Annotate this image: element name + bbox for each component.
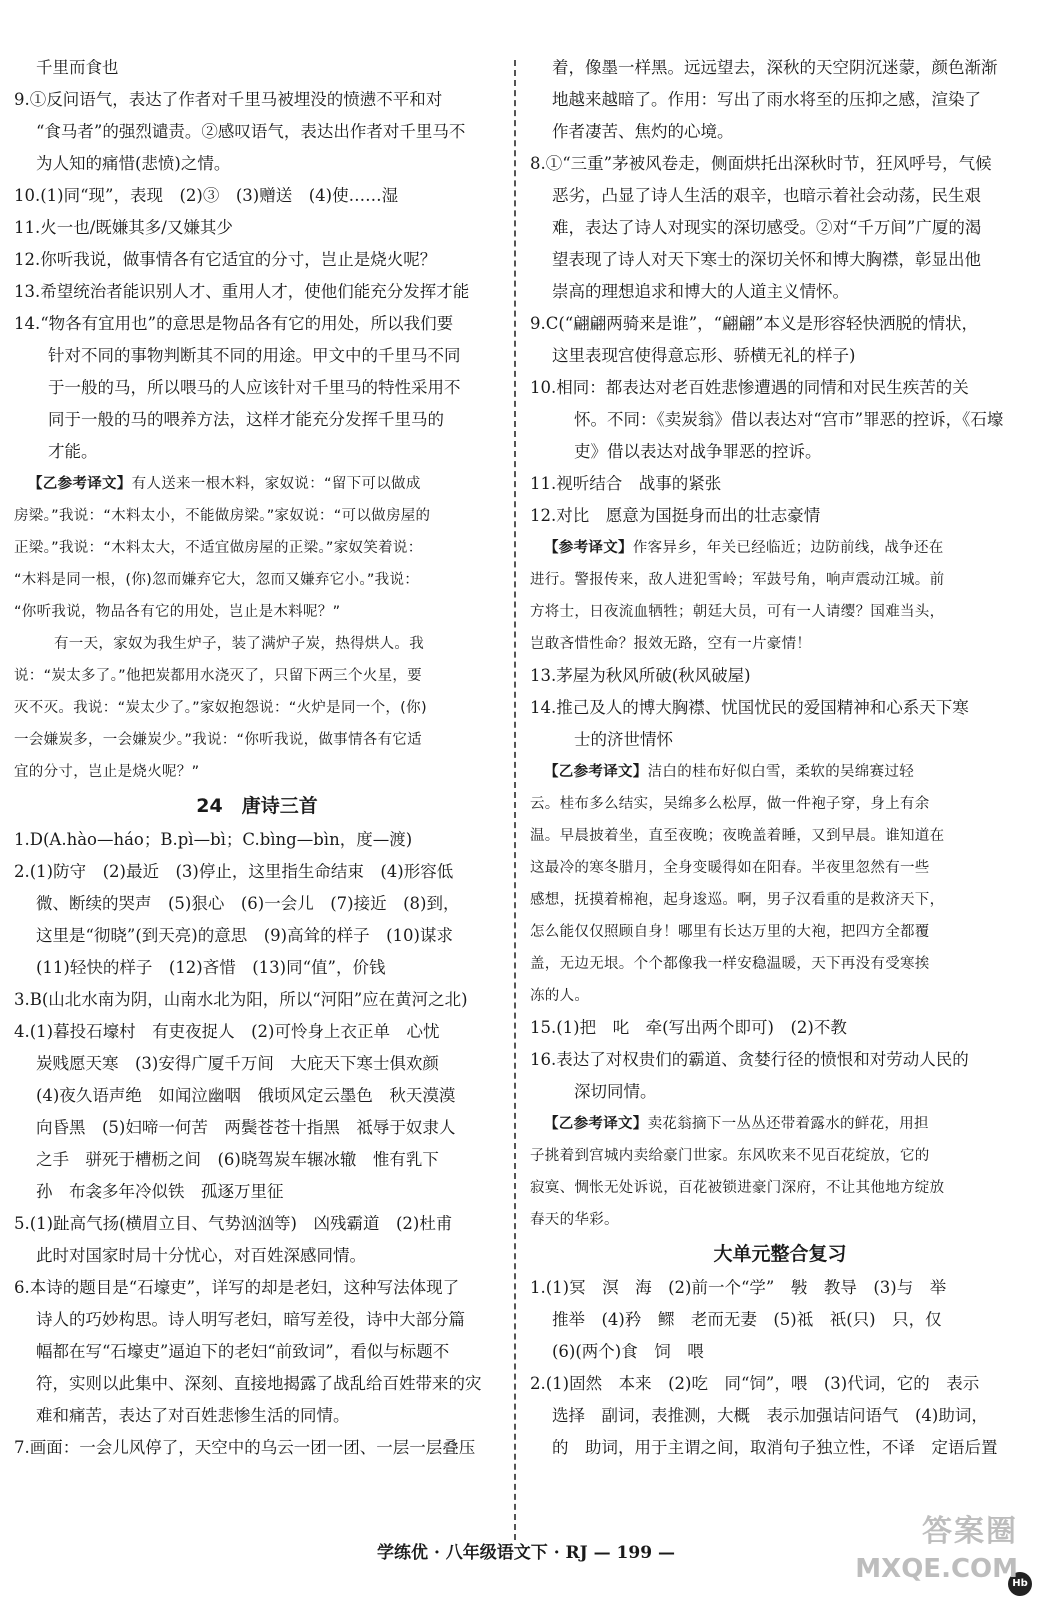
translation-tag: 【参考译文】 <box>544 540 633 556</box>
text-line: 的 助词，用于主谓之间，取消句子独立性，不译 定语后置 <box>552 1438 998 1457</box>
text-line: (6)(两个)食 饲 喂 <box>552 1342 704 1361</box>
text-line: 11.视听结合 战事的紧张 <box>530 474 722 493</box>
text-line: 望表现了诗人对天下寒士的深切关怀和博大胸襟，彰显出他 <box>552 250 981 269</box>
translation-text: 洁白的桂布好似白雪，柔软的吴绵赛过轻 <box>647 764 915 780</box>
text-line: 难和痛苦，表达了对百姓悲惨生活的同情。 <box>36 1406 350 1425</box>
text-line: 微、断续的哭声 (5)狠心 (6)一会儿 (7)接近 (8)到， <box>36 894 460 913</box>
text-line: 10.相同：都表达对老百姓悲惨遭遇的同情和对民生疾苦的关 <box>530 378 969 397</box>
text-line: 进行。警报传来，敌人进犯雪岭；军鼓号角，响声震动江城。前 <box>530 572 945 588</box>
text-line: 12.你听我说，做事情各有它适宜的分寸，岂止是烧火呢？ <box>14 250 437 269</box>
text-line: 2.(1)防守 (2)最近 (3)停止，这里指生命结束 (4)形容低 <box>14 862 454 881</box>
text-line: 盖，无边无垠。个个都像我一样安稳温暖，天下再没有受寒挨 <box>530 956 930 972</box>
text-line: 岂敢吝惜性命？报效无路，空有一片豪情！ <box>530 636 812 652</box>
text-line: 子挑着到宫城内卖给豪门世家。东风吹来不见百花绽放，它的 <box>530 1148 930 1164</box>
left-column <box>14 52 500 1464</box>
text-line: 方将士，日夜流血牺牲；朝廷大员，可有一人请缨？国难当头， <box>530 604 945 620</box>
text-line: 炭贱愿天寒 (3)安得广厦千万间 大庇天下寒士俱欢颜 <box>36 1054 439 1073</box>
text-line: 孙 布衾多年冷似铁 孤逐万里征 <box>36 1182 284 1201</box>
text-line: 推举 (4)矜 鳏 老而无妻 (5)祗 祇(只) 只，仅 <box>552 1310 942 1329</box>
text-line: 10.(1)同“现”，表现 (2)③ (3)赠送 (4)使……湿 <box>14 186 399 205</box>
text-line: 才能。 <box>48 442 98 461</box>
text-line: 8.①“三重”茅被风卷走，侧面烘托出深秋时节，狂风呼号，气候 <box>530 154 992 173</box>
text-line: 6.本诗的题目是“石壕吏”，详写的却是老妇，这种写法体现了 <box>14 1278 460 1297</box>
text-line: 于一般的马，所以喂马的人应该针对千里马的特性采用不 <box>48 378 461 397</box>
translation-text: 作客异乡，年关已经临近；边防前线，战争还在 <box>632 540 944 556</box>
column-divider <box>514 60 516 1540</box>
text-line: “你听我说，物品各有它的用处，岂止是木料呢？” <box>14 604 341 620</box>
text-line: 9.①反问语气，表达了作者对千里马被埋没的愤懑不平和对 <box>14 90 443 109</box>
text-line: 2.(1)固然 本来 (2)吃 同“饲”，喂 (3)代词，它的 表示 <box>530 1374 980 1393</box>
text-line: 符，实则以此集中、深刻、直接地揭露了战乱给百姓带来的灾 <box>36 1374 482 1393</box>
text-line: 同于一般的马的喂养方法，这样才能充分发挥千里马的 <box>48 410 444 429</box>
text-line: 1.(1)冥 溟 海 (2)前一个“学” 斅 教导 (3)与 举 <box>530 1278 947 1297</box>
text-line: “食马者”的强烈谴责。②感叹语气，表达出作者对千里马不 <box>36 122 466 141</box>
translation-tag: 【乙参考译文】 <box>28 476 132 492</box>
text-line: 7.画面：一会儿风停了，天空中的乌云一团一团、一层一层叠压 <box>14 1438 476 1457</box>
text-line: 地越来越暗了。作用：写出了雨水将至的压抑之感，渲染了 <box>552 90 981 109</box>
section-heading: 大单元整合复习 <box>713 1243 847 1265</box>
translation-tag: 【乙参考译文】 <box>544 1116 648 1132</box>
text-line: 这最冷的寒冬腊月，全身变暖得如在阳春。半夜里忽然有一些 <box>530 860 930 876</box>
text-line: 12.对比 愿意为国挺身而出的壮志豪情 <box>530 506 821 525</box>
text-line: 春天的华彩。 <box>530 1212 619 1228</box>
translation-text: 有人送来一根木料，家奴说：“留下可以做成 <box>131 476 421 492</box>
watermark-line2: MXQE.COM <box>855 1554 1018 1584</box>
text-line: 说：“炭太多了。”他把炭都用水浇灭了，只留下两三个火星，要 <box>14 668 422 684</box>
text-line <box>14 468 500 500</box>
text-line: (11)轻快的样子 (12)吝惜 (13)同“值”，价钱 <box>36 958 386 977</box>
text-line: 5.(1)趾高气扬(横眉立目、气势汹汹等) 凶残霸道 (2)杜甫 <box>14 1214 453 1233</box>
text-line: 13.茅屋为秋风所破(秋风破屋) <box>530 666 751 685</box>
text-line: 16.表达了对权贵们的霸道、贪婪行径的愤恨和对劳动人民的 <box>530 1050 969 1069</box>
text-line: 千里而食也 <box>36 58 119 77</box>
section-heading: 24 唐诗三首 <box>196 795 318 817</box>
translation-text: 卖花翁摘下一丛丛还带着露水的鲜花，用担 <box>647 1116 929 1132</box>
translation-tag: 【乙参考译文】 <box>544 764 648 780</box>
text-line: 14.“物各有宜用也”的意思是物品各有它的用处，所以我们要 <box>14 314 454 333</box>
text-line: 选择 副词，表推测，大概 表示加强诘问语气 (4)助词， <box>552 1406 988 1425</box>
text-line: (4)夜久语声绝 如闻泣幽咽 俄顷风定云墨色 秋天漠漠 <box>36 1086 456 1105</box>
text-line: 这里表现宫使得意忘形、骄横无礼的样子) <box>552 346 856 365</box>
text-line: 诗人的巧妙构思。诗人明写老妇，暗写差役，诗中大部分篇 <box>36 1310 465 1329</box>
text-line: 寂寞、惆怅无处诉说，百花被锁进豪门深府，不让其他地方绽放 <box>530 1180 945 1196</box>
text-line: 温。早晨披着坐，直至夜晚；夜晚盖着睡，又到早晨。谁知道在 <box>530 828 945 844</box>
text-line: 士的济世情怀 <box>574 730 673 749</box>
text-line <box>530 1108 1030 1140</box>
text-line: 灭不灭。我说：“炭太少了。”家奴抱怨说：“火炉是同一个，(你) <box>14 700 427 716</box>
text-line: 之手 骈死于槽枥之间 (6)晓驾炭车辗冰辙 惟有乳下 <box>36 1150 439 1169</box>
text-line: 3.B(山北水南为阴，山南水北为阳，所以“河阳”应在黄河之北) <box>14 990 468 1009</box>
text-line: 宜的分寸，岂止是烧火呢？” <box>14 764 200 780</box>
publisher-badge-icon: Hb <box>1008 1572 1032 1596</box>
text-line: 怀。不同：《卖炭翁》借以表达对“宫市”罪恶的控诉，《石壕 <box>574 410 1004 429</box>
text-line: 房梁。”我说：“木料太小，不能做房梁。”家奴说：“可以做房屋的 <box>14 508 431 524</box>
text-line: 一会嫌炭多，一会嫌炭少。”我说：“你听我说，做事情各有它适 <box>14 732 422 748</box>
text-line: 深切同情。 <box>574 1082 657 1101</box>
text-line: 1.D(A.hào—háo；B.pì—bì；C.bìng—bìn，度—渡) <box>14 830 413 849</box>
text-line: 怎么能仅仅照顾自身！哪里有长达万里的大袍，把四方全都覆 <box>530 924 930 940</box>
text-line: 正梁。”我说：“木料太大，不适宜做房屋的正梁。”家奴笑着说： <box>14 540 423 556</box>
text-line: 针对不同的事物判断其不同的用途。甲文中的千里马不同 <box>48 346 461 365</box>
text-line: 云。桂布多么结实，吴绵多么松厚，做一件袍子穿，身上有余 <box>530 796 930 812</box>
text-line: 吏》借以表达对战争罪恶的控诉。 <box>574 442 822 461</box>
text-line: 此时对国家时局十分忧心，对百姓深感同情。 <box>36 1246 366 1265</box>
text-line: 13.希望统治者能识别人才、重用人才，使他们能充分发挥才能 <box>14 282 470 301</box>
text-line: 作者凄苦、焦灼的心境。 <box>552 122 734 141</box>
text-line: 14.推己及人的博大胸襟、忧国忧民的爱国精神和心系天下寒 <box>530 698 969 717</box>
text-line: 难，表达了诗人对现实的深切感受。②对“千万间”广厦的渴 <box>552 218 982 237</box>
text-line: 感想，抚摸着棉袍，起身逡巡。啊，男子汉看重的是救济天下， <box>530 892 945 908</box>
text-line: 9.C(“翩翩两骑来是谁”，“翩翩”本义是形容轻快洒脱的情状， <box>530 314 979 333</box>
text-line: 11.火一也/既嫌其多/又嫌其少 <box>14 218 233 237</box>
text-line <box>530 756 1030 788</box>
watermark-logo <box>838 1512 1018 1592</box>
text-line <box>530 532 1030 564</box>
watermark-line1: 答案圈 <box>922 1514 1018 1549</box>
text-line: “木料是同一根，(你)忽而嫌弃它大，忽而又嫌弃它小。”我说： <box>14 572 420 588</box>
text-line: 恶劣，凸显了诗人生活的艰辛，也暗示着社会动荡，民生艰 <box>552 186 981 205</box>
text-line: 15.(1)把 叱 牵(写出两个即可) (2)不教 <box>530 1018 847 1037</box>
right-column <box>530 52 1030 1464</box>
text-line: 崇高的理想追求和博大的人道主义情怀。 <box>552 282 849 301</box>
text-line: 冻的人。 <box>530 988 590 1004</box>
text-line: 着，像墨一样黑。远远望去，深秋的天空阴沉迷蒙，颜色渐渐 <box>552 58 998 77</box>
text-line: 4.(1)暮投石壕村 有吏夜捉人 (2)可怜身上衣正单 心忧 <box>14 1022 440 1041</box>
text-line: 为人知的痛惜(悲愤)之情。 <box>36 154 231 173</box>
text-line: 幅都在写“石壕吏”逼迫下的老妇“前致词”，看似与标题不 <box>36 1342 450 1361</box>
text-line: 有一天，家奴为我生炉子，装了满炉子炭，热得烘人。我 <box>54 636 424 652</box>
text-line: 向昏黑 (5)妇啼一何苦 两鬓苍苍十指黑 祗辱于奴隶人 <box>36 1118 456 1137</box>
page-footer: 学练优 · 八年级语文下 · RJ — 199 — <box>377 1543 675 1563</box>
text-line: 这里是“彻晓”(到天亮)的意思 (9)高耸的样子 (10)谋求 <box>36 926 453 945</box>
